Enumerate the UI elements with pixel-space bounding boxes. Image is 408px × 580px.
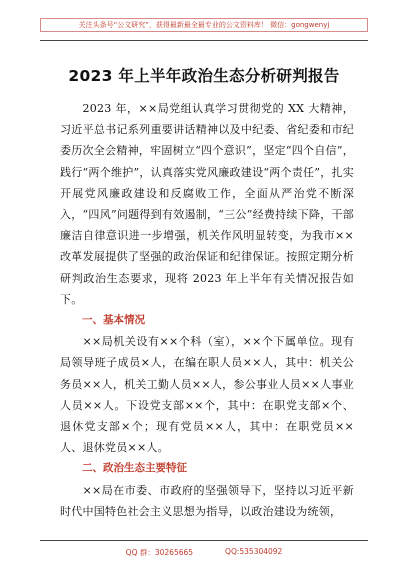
basic-info-paragraph: ××局机关设有××个科（室），××个下属单位。现有局领导班子成员×人，在编在职人员××人，其中：机关公务员××人，机关工勤人员××人，参公事业人员××人事业人员××人。下设党支部××个，其中：在职党支部×个、退休党支部×个；现有党员××人，其中：在职党员××人、退休党员××人。 bbox=[60, 335, 354, 455]
footer-qq: QQ:535304092 bbox=[225, 547, 283, 556]
document-body bbox=[60, 98, 354, 522]
main-features-paragraph: ××局在市委、市政府的坚强领导下，坚持以习近平新时代中国特色社会主义思想为指导，以政治建设为统领， bbox=[60, 483, 354, 518]
footer bbox=[0, 547, 408, 558]
header-banner bbox=[40, 18, 368, 32]
header-banner-text: 关注头条号“公文研究”，获得最新最全最专业的公文资料库！ 微信：gongwenyj bbox=[78, 21, 330, 29]
footer-divider bbox=[40, 540, 368, 541]
header-divider bbox=[40, 40, 368, 41]
section-heading-basic-info: 一、基本情况 bbox=[82, 314, 145, 327]
document-title: 2023 年上半年政治生态分析研判报告 bbox=[68, 67, 340, 85]
section-heading-main-features: 二、政治生态主要特征 bbox=[82, 462, 187, 475]
intro-paragraph: 2023 年，××局党组认真学习贯彻党的 XX 大精神，习近平总书记系列重要讲话精神以及中纪委、省纪委和市纪委历次全会精神，牢固树立“四个意识”，坚定“四个自信”，践行“两个维护”，认真落实党风廉政建设“两个责任”，扎实开展党风廉政建设和反腐败工作，全面从严治党不断深入，“四风”问题得到有效遏制，“三公”经费持续下降，干部廉洁自律意识进一步增强，机关作风明显转变，为我市××改革发展提供了坚强的政治保证和纪律保证。按照定期分析研判政治生态要求，现将 2023 年上半年有关情况报告如下。 bbox=[60, 102, 354, 306]
footer-qq-group: QQ 群：30265665 bbox=[125, 548, 194, 557]
